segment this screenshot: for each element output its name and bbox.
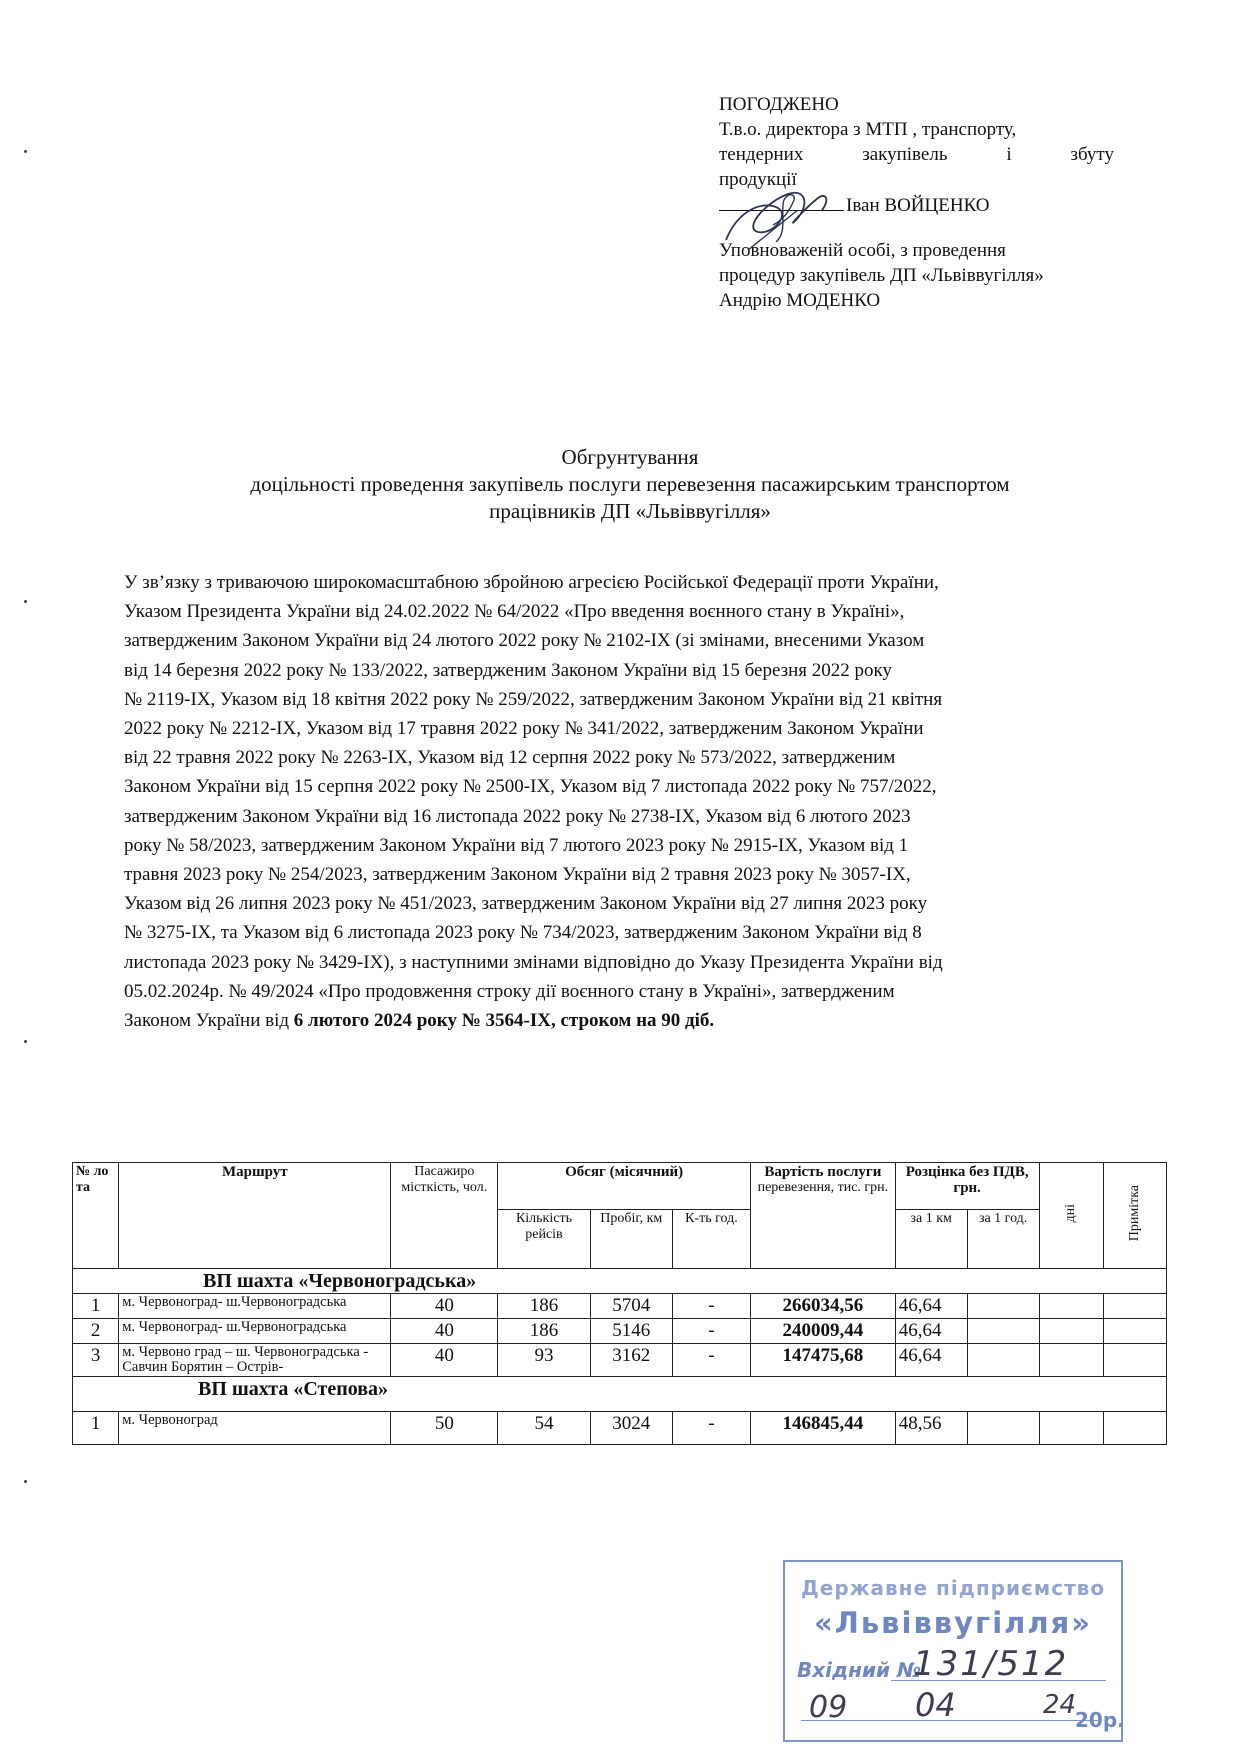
stamp-day: 09 [809, 1690, 848, 1725]
scan-speck [24, 1480, 27, 1483]
cell-hours: - [672, 1294, 750, 1319]
header-cost-sub: перевезення, тис. грн. [757, 1180, 889, 1195]
header-volume: Обсяг (місячний) [498, 1163, 751, 1210]
cell-mileage: 5704 [590, 1294, 672, 1319]
cell-mileage: 3162 [590, 1344, 672, 1377]
approval-heading: ПОГОДЖЕНО [719, 94, 839, 115]
header-days: дні [1063, 1203, 1079, 1223]
header-days-cell [1039, 1163, 1104, 1269]
cell-per-hour [967, 1344, 1039, 1377]
cell-per-hour [967, 1319, 1039, 1344]
paragraph-line: Указом Президента України від 24.02.2022 № 64/2022 «Про введення воєнного стану в Україні», [124, 601, 905, 623]
cell-trips: 186 [498, 1294, 590, 1319]
cell-days [1039, 1319, 1104, 1344]
document-title [100, 444, 1160, 525]
header-capacity: Пасажиро місткість, чол. [391, 1163, 498, 1269]
lots-table [72, 1162, 1167, 1445]
header-cost-title: Вартість послуги [764, 1164, 882, 1180]
header-hours: К-ть год. [672, 1210, 750, 1269]
cell-per-km: 46,64 [895, 1344, 967, 1377]
cell-per-hour [967, 1294, 1039, 1319]
paragraph-line: № 2119-IX, Указом від 18 квітня 2022 року № 259/2022, затвердженим Законом України від 21 квітня [124, 688, 943, 710]
paragraph-last-line [124, 1006, 1124, 1035]
section-title: ВП шахта «Степова» [73, 1377, 1167, 1412]
table-row [73, 1319, 1167, 1344]
section-row [73, 1269, 1167, 1294]
cell-cost: 266034,56 [750, 1294, 895, 1319]
stamp-incoming-number: 131/512 [913, 1644, 1069, 1684]
last-line-plain: Законом України від [124, 1010, 294, 1032]
cell-no: 1 [73, 1294, 119, 1319]
table-row [73, 1294, 1167, 1319]
stamp-org: Державне підприємство [800, 1576, 1106, 1600]
paragraph-line: 2022 року № 2212-IX, Указом від 17 травня 2022 року № 341/2022, затвердженим Законом України [124, 718, 924, 740]
paragraph-line: Указом від 26 липня 2023 року № 451/2023, затвердженим Законом України від 27 липня 2023 року [124, 893, 928, 915]
cell-route: м. Червоноград- ш.Червоноградська [119, 1319, 391, 1344]
paragraph-line: Законом України від 15 серпня 2022 року № 2500-IX, Указом від 7 листопада 2022 року № 757/2022, [124, 776, 937, 798]
cell-trips: 186 [498, 1319, 590, 1344]
cell-cost: 147475,68 [750, 1344, 895, 1377]
title-line1: Обгрунтування [561, 445, 699, 469]
cell-note [1104, 1412, 1167, 1445]
incoming-stamp [783, 1560, 1123, 1742]
stamp-date-line [801, 1720, 1101, 1721]
cell-days [1039, 1294, 1104, 1319]
cell-capacity: 40 [391, 1344, 498, 1377]
cell-no: 3 [73, 1344, 119, 1377]
cell-hours: - [672, 1319, 750, 1344]
cell-per-hour [967, 1412, 1039, 1445]
paragraph-line: затвердженим Законом України від 16 листопада 2022 року № 2738-IX, Указом від 6 лютого 2023 [124, 805, 911, 827]
cell-note [1104, 1294, 1167, 1319]
stamp-incoming-label: Вхідний № [797, 1658, 922, 1682]
header-lot-no: № ло та [73, 1163, 119, 1269]
table-row [73, 1412, 1167, 1445]
header-per-hour: за 1 год. [967, 1210, 1039, 1269]
cell-capacity: 50 [391, 1412, 498, 1445]
scan-speck [24, 600, 27, 603]
handwritten-signature [718, 180, 848, 260]
header-route: Маршрут [119, 1163, 391, 1269]
cell-route: м. Червоноград [119, 1412, 391, 1445]
paragraph-line: травня 2023 року № 254/2023, затвердженим Законом України від 2 травня 2023 року № 3057-IX, [124, 864, 911, 886]
paragraph-line: листопада 2023 року № 3429-IX), з наступними змінами відповідно до Указу Президента України від [124, 951, 943, 973]
scan-speck [24, 1040, 27, 1043]
title-line3: працівників ДП «Львіввугілля» [489, 499, 771, 523]
cell-hours: - [672, 1412, 750, 1445]
approval-position-line1: Т.в.о. директора з МТП , транспорту, [719, 119, 1017, 140]
cell-per-km: 48,56 [895, 1412, 967, 1445]
cell-capacity: 40 [391, 1294, 498, 1319]
paragraph-line: від 22 травня 2022 року № 2263-IX, Указом від 12 серпня 2022 року № 573/2022, затвердженим [124, 747, 896, 769]
cell-route: м. Червоно град – ш. Червоноградська - Савчин Борятин – Острів- [119, 1344, 391, 1377]
justification-paragraph [124, 568, 1124, 1035]
cell-cost: 146845,44 [750, 1412, 895, 1445]
stamp-name: «Львіввугілля» [814, 1606, 1092, 1640]
cell-note [1104, 1344, 1167, 1377]
cell-note [1104, 1319, 1167, 1344]
cell-capacity: 40 [391, 1319, 498, 1344]
addressee-line3: Андрію МОДЕНКО [719, 290, 881, 311]
cell-mileage: 5146 [590, 1319, 672, 1344]
approval-position-line2: тендерних закупівель і збуту [719, 144, 1114, 165]
addressee-line1: Уповноваженій особі, з проведення [719, 240, 1006, 261]
header-mileage: Пробіг, км [590, 1210, 672, 1269]
addressee-line2: процедур закупівель ДП «Львіввугілля» [719, 265, 1044, 286]
last-line-bold: 6 лютого 2024 року № 3564-IX, строком на 90 діб. [293, 1010, 715, 1032]
cell-days [1039, 1344, 1104, 1377]
scan-speck [24, 150, 27, 153]
approval-position-line3: продукції [719, 169, 797, 190]
table-row [73, 1344, 1167, 1377]
paragraph-line: У зв’язку з триваючою широкомасштабною збройною агресією Російської Федерації проти України, [124, 572, 939, 593]
cell-days [1039, 1412, 1104, 1445]
cell-cost: 240009,44 [750, 1319, 895, 1344]
paragraph-line: від 14 березня 2022 року № 133/2022, затвердженим Законом України від 15 березня 2022 року [124, 659, 893, 681]
paragraph-line: року № 58/2023, затвердженим Законом України від 7 лютого 2023 року № 2915-IX, Указом від 1 [124, 834, 909, 856]
cell-no: 1 [73, 1412, 119, 1445]
cell-trips: 54 [498, 1412, 590, 1445]
header-note-cell [1104, 1163, 1167, 1269]
cell-hours: - [672, 1344, 750, 1377]
paragraph-line: 05.02.2024р. № 49/2024 «Про продовження строку дії воєнного стану в Україні», затвердженим [124, 980, 895, 1002]
header-cost [750, 1163, 895, 1269]
stamp-year-prefix: 20 [1075, 1708, 1103, 1732]
stamp-year-suffix: 24 [1043, 1690, 1077, 1720]
cell-per-km: 46,64 [895, 1319, 967, 1344]
header-note: Примітка [1127, 1184, 1143, 1242]
section-title: ВП шахта «Червоноградська» [73, 1269, 1167, 1294]
paragraph-line: затвердженим Законом України від 24 лютого 2022 року № 2102-IX (зі змінами, внесеними Указом [124, 630, 925, 652]
cell-no: 2 [73, 1319, 119, 1344]
approval-signer-name: Іван ВОЙЦЕНКО [846, 195, 990, 216]
cell-trips: 93 [498, 1344, 590, 1377]
cell-route: м. Червоноград- ш.Червоноградська [119, 1294, 391, 1319]
section-row [73, 1377, 1167, 1412]
header-rate: Розцінка без ПДВ, грн. [895, 1163, 1039, 1210]
stamp-year-mark: р. [1102, 1708, 1125, 1732]
stamp-month: 04 [915, 1686, 956, 1724]
cell-per-km: 46,64 [895, 1294, 967, 1319]
paragraph-line: № 3275-IX, та Указом від 6 листопада 2023 року № 734/2023, затвердженим Законом України від 8 [124, 922, 922, 944]
cell-mileage: 3024 [590, 1412, 672, 1445]
header-trips: Кількість рейсів [498, 1210, 590, 1269]
title-line2: доцільності проведення закупівель послуги перевезення пасажирським транспортом [250, 472, 1010, 496]
header-per-km: за 1 км [895, 1210, 967, 1269]
